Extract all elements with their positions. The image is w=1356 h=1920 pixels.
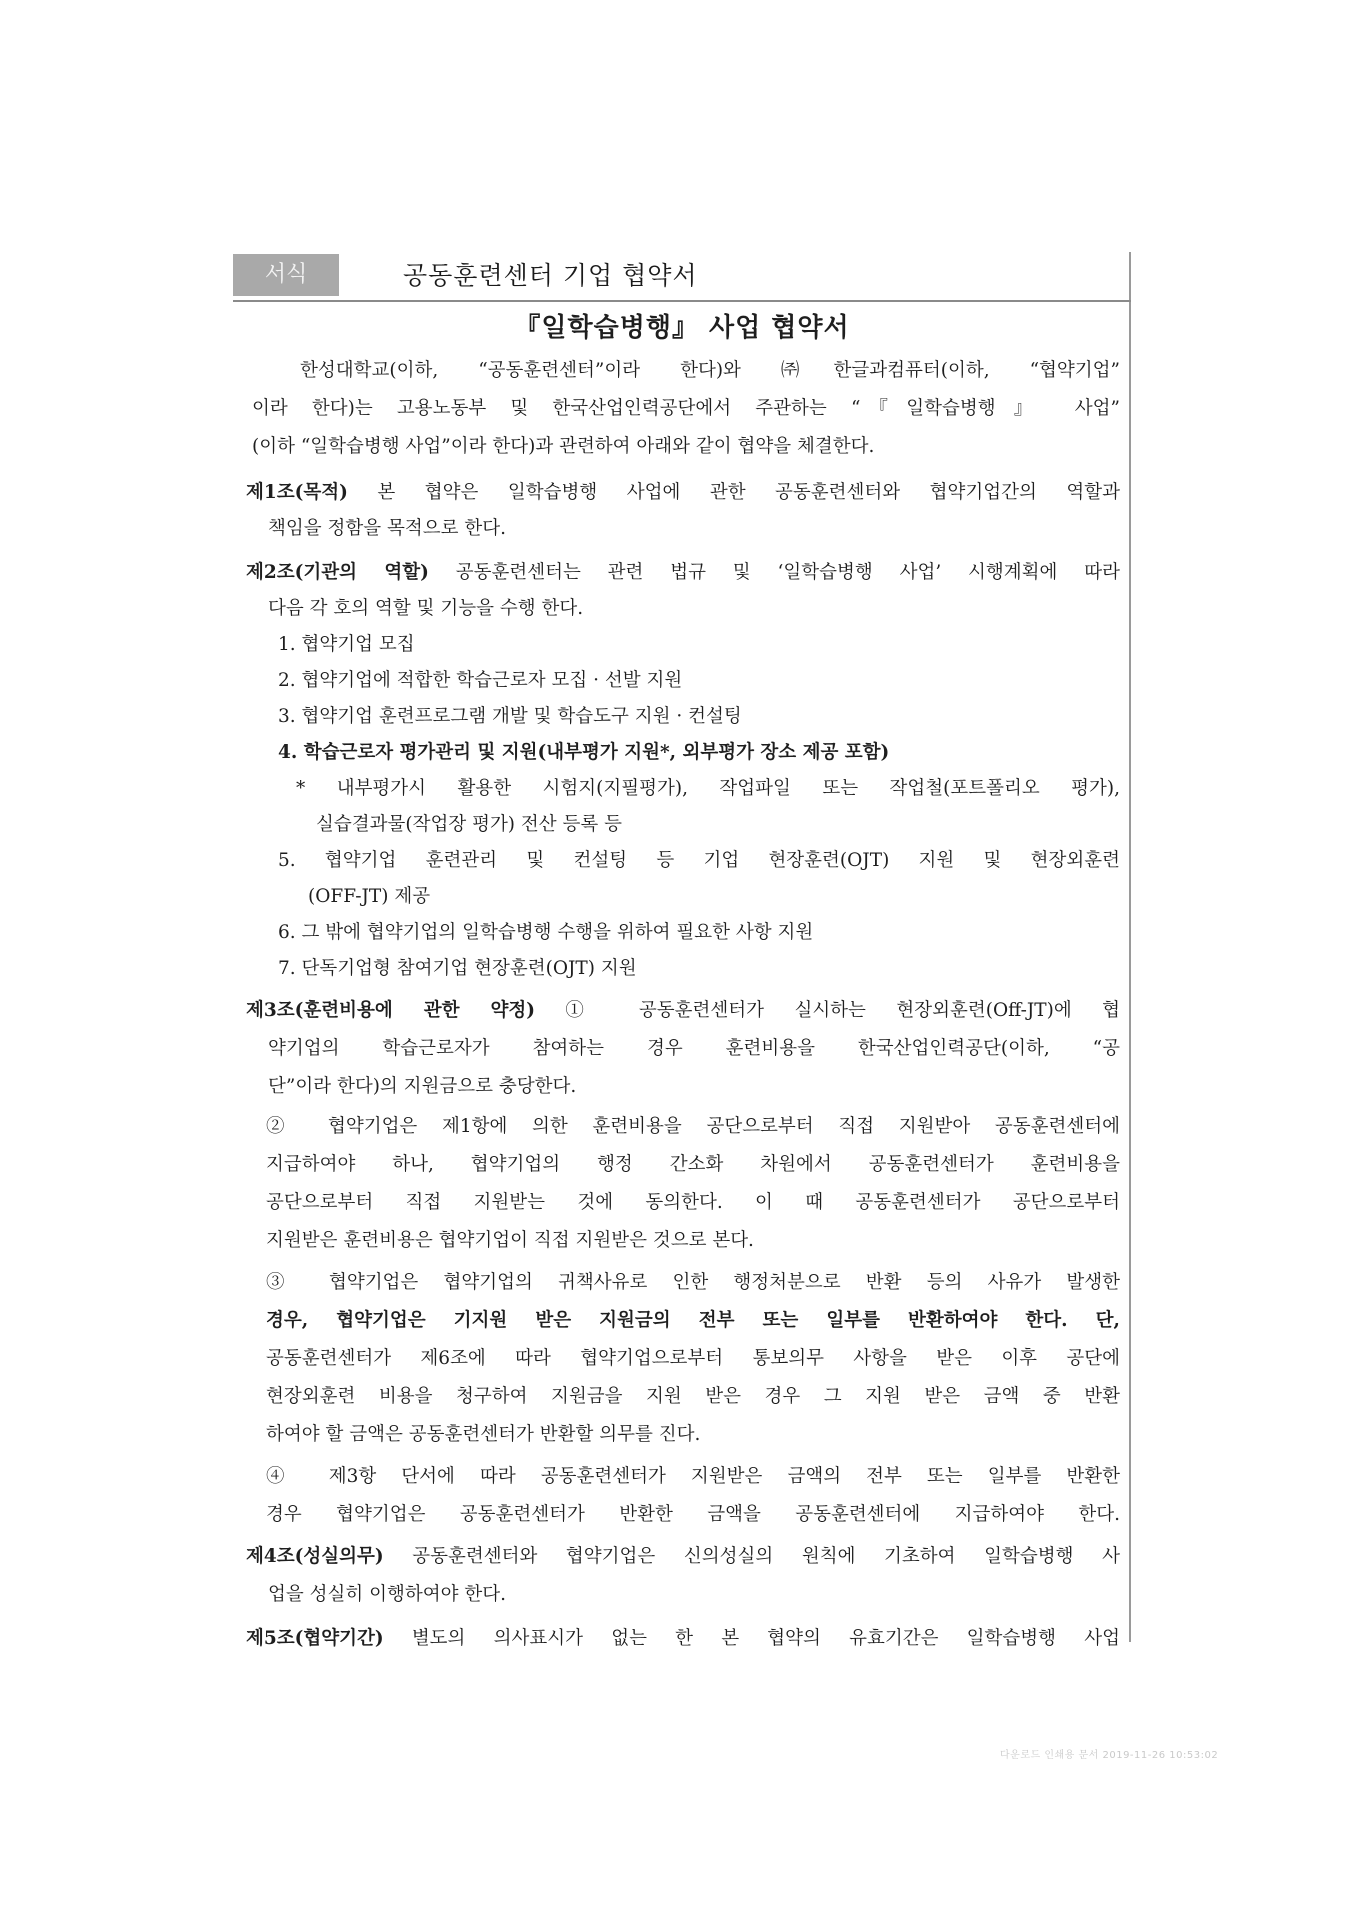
article-3-heading: 제3조(훈련비용에 관한 약정) bbox=[246, 1000, 535, 1021]
list-item: 4. 학습근로자 평가관리 및 지원(내부평가 지원*, 외부평가 장소 제공 포함) bbox=[278, 742, 890, 763]
article-1-heading: 제1조(목적) bbox=[246, 482, 348, 503]
list-item: 1. 협약기업 모집 bbox=[278, 634, 415, 655]
article-3-line: 단”이라 한다)의 지원금으로 충당한다. bbox=[268, 1076, 577, 1097]
list-item: 6. 그 밖에 협약기업의 일학습병행 수행을 위하여 필요한 사항 지원 bbox=[278, 922, 814, 943]
article-1-line: 책임을 정함을 목적으로 한다. bbox=[268, 518, 506, 539]
list-item: 7. 단독기업형 참여기업 현장훈련(OJT) 지원 bbox=[278, 958, 637, 979]
article-3-para4: ④ 제3항 단서에 따라 공동훈련센터가 지원받은 금액의 전부 또는 일부를 반환한 bbox=[266, 1466, 1120, 1487]
article-3-para4: 경우 협약기업은 공동훈련센터가 반환한 금액을 공동훈련센터에 지급하여야 한다. bbox=[266, 1504, 1120, 1525]
article-4-line: 업을 성실히 이행하여야 한다. bbox=[268, 1584, 506, 1605]
article-1-line: 제1조(목적) 본 협약은 일학습병행 사업에 관한 공동훈련센터와 협약기업간의 역할과 bbox=[246, 482, 1120, 503]
article-3-para3: 공동훈련센터가 제6조에 따라 협약기업으로부터 통보의무 사항을 받은 이후 공단에 bbox=[266, 1348, 1120, 1369]
list-item: 3. 협약기업 훈련프로그램 개발 및 학습도구 지원 · 컨설팅 bbox=[278, 706, 742, 727]
article-3-para3: ③ 협약기업은 협약기업의 귀책사유로 인한 행정처분으로 반환 등의 사유가 발생한 bbox=[266, 1272, 1120, 1293]
print-watermark: 다운로드 인쇄용 문서 2019-11-26 10:53:02 bbox=[1000, 1750, 1219, 1761]
article-3-para3: 경우, 협약기업은 기지원 받은 지원금의 전부 또는 일부를 반환하여야 한다. 단, bbox=[266, 1310, 1120, 1331]
list-item: 5. 협약기업 훈련관리 및 컨설팅 등 기업 현장훈련(OJT) 지원 및 현장외훈련 bbox=[278, 850, 1120, 871]
document-title: 『일학습병행』 사업 협약서 bbox=[514, 313, 850, 343]
article-3-line: 제3조(훈련비용에 관한 약정) ① 공동훈련센터가 실시하는 현장외훈련(Off-JT)에 협 bbox=[246, 1000, 1120, 1021]
article-3-para2: ② 협약기업은 제1항에 의한 훈련비용을 공단으로부터 직접 지원받아 공동훈련센터에 bbox=[266, 1116, 1120, 1137]
article-5-heading: 제5조(협약기간) bbox=[246, 1628, 384, 1649]
list-item: (OFF-JT) 제공 bbox=[308, 886, 431, 907]
intro-line: 이라 한다)는 고용노동부 및 한국산업인력공단에서 주관하는 “『일학습병행』 사업” bbox=[252, 398, 1120, 419]
intro-line: 한성대학교(이하, “공동훈련센터”이라 한다)와 ㈜한글과컴퓨터(이하, “협약기업” bbox=[300, 360, 1120, 381]
article-3-para3: 현장외훈련 비용을 청구하여 지원금을 지원 받은 경우 그 지원 받은 금액 중 반환 bbox=[266, 1386, 1120, 1407]
article-5-line: 제5조(협약기간) 별도의 의사표시가 없는 한 본 협약의 유효기간은 일학습병행 사업 bbox=[246, 1628, 1120, 1649]
article-3-line: 약기업의 학습근로자가 참여하는 경우 훈련비용을 한국산업인력공단(이하, “공 bbox=[268, 1038, 1120, 1059]
article-3-para2: 공단으로부터 직접 지원받는 것에 동의한다. 이 때 공동훈련센터가 공단으로부터 bbox=[266, 1192, 1120, 1213]
article-4-line: 제4조(성실의무) 공동훈련센터와 협약기업은 신의성실의 원칙에 기초하여 일학습병행 사 bbox=[246, 1546, 1120, 1567]
list-note: * 내부평가시 활용한 시험지(지필평가), 작업파일 또는 작업철(포트폴리오 평가), bbox=[296, 778, 1120, 799]
form-header bbox=[233, 252, 1131, 302]
intro-line: (이하 “일학습병행 사업”이라 한다)과 관련하여 아래와 같이 협약을 체결한다. bbox=[252, 436, 875, 457]
form-header-title: 공동훈련센터 기업 협약서 bbox=[403, 261, 698, 290]
article-2-line: 다음 각 호의 역할 및 기능을 수행 한다. bbox=[268, 598, 584, 619]
article-2-heading: 제2조(기관의 역할) bbox=[246, 562, 429, 583]
article-4-heading: 제4조(성실의무) bbox=[246, 1546, 384, 1567]
article-3-para3: 하여야 할 금액은 공동훈련센터가 반환할 의무를 진다. bbox=[266, 1424, 701, 1445]
form-tag: 서식 bbox=[233, 254, 339, 296]
article-3-para2: 지원받은 훈련비용은 협약기업이 직접 지원받은 것으로 본다. bbox=[266, 1230, 754, 1251]
article-2-line: 제2조(기관의 역할) 공동훈련센터는 관련 법규 및 ‘일학습병행 사업’ 시행계획에 따라 bbox=[246, 562, 1120, 583]
list-item: 2. 협약기업에 적합한 학습근로자 모집 · 선발 지원 bbox=[278, 670, 683, 691]
article-3-para2: 지급하여야 하나, 협약기업의 행정 간소화 차원에서 공동훈련센터가 훈련비용을 bbox=[266, 1154, 1120, 1175]
list-note: 실습결과물(작업장 평가) 전산 등록 등 bbox=[316, 814, 623, 835]
